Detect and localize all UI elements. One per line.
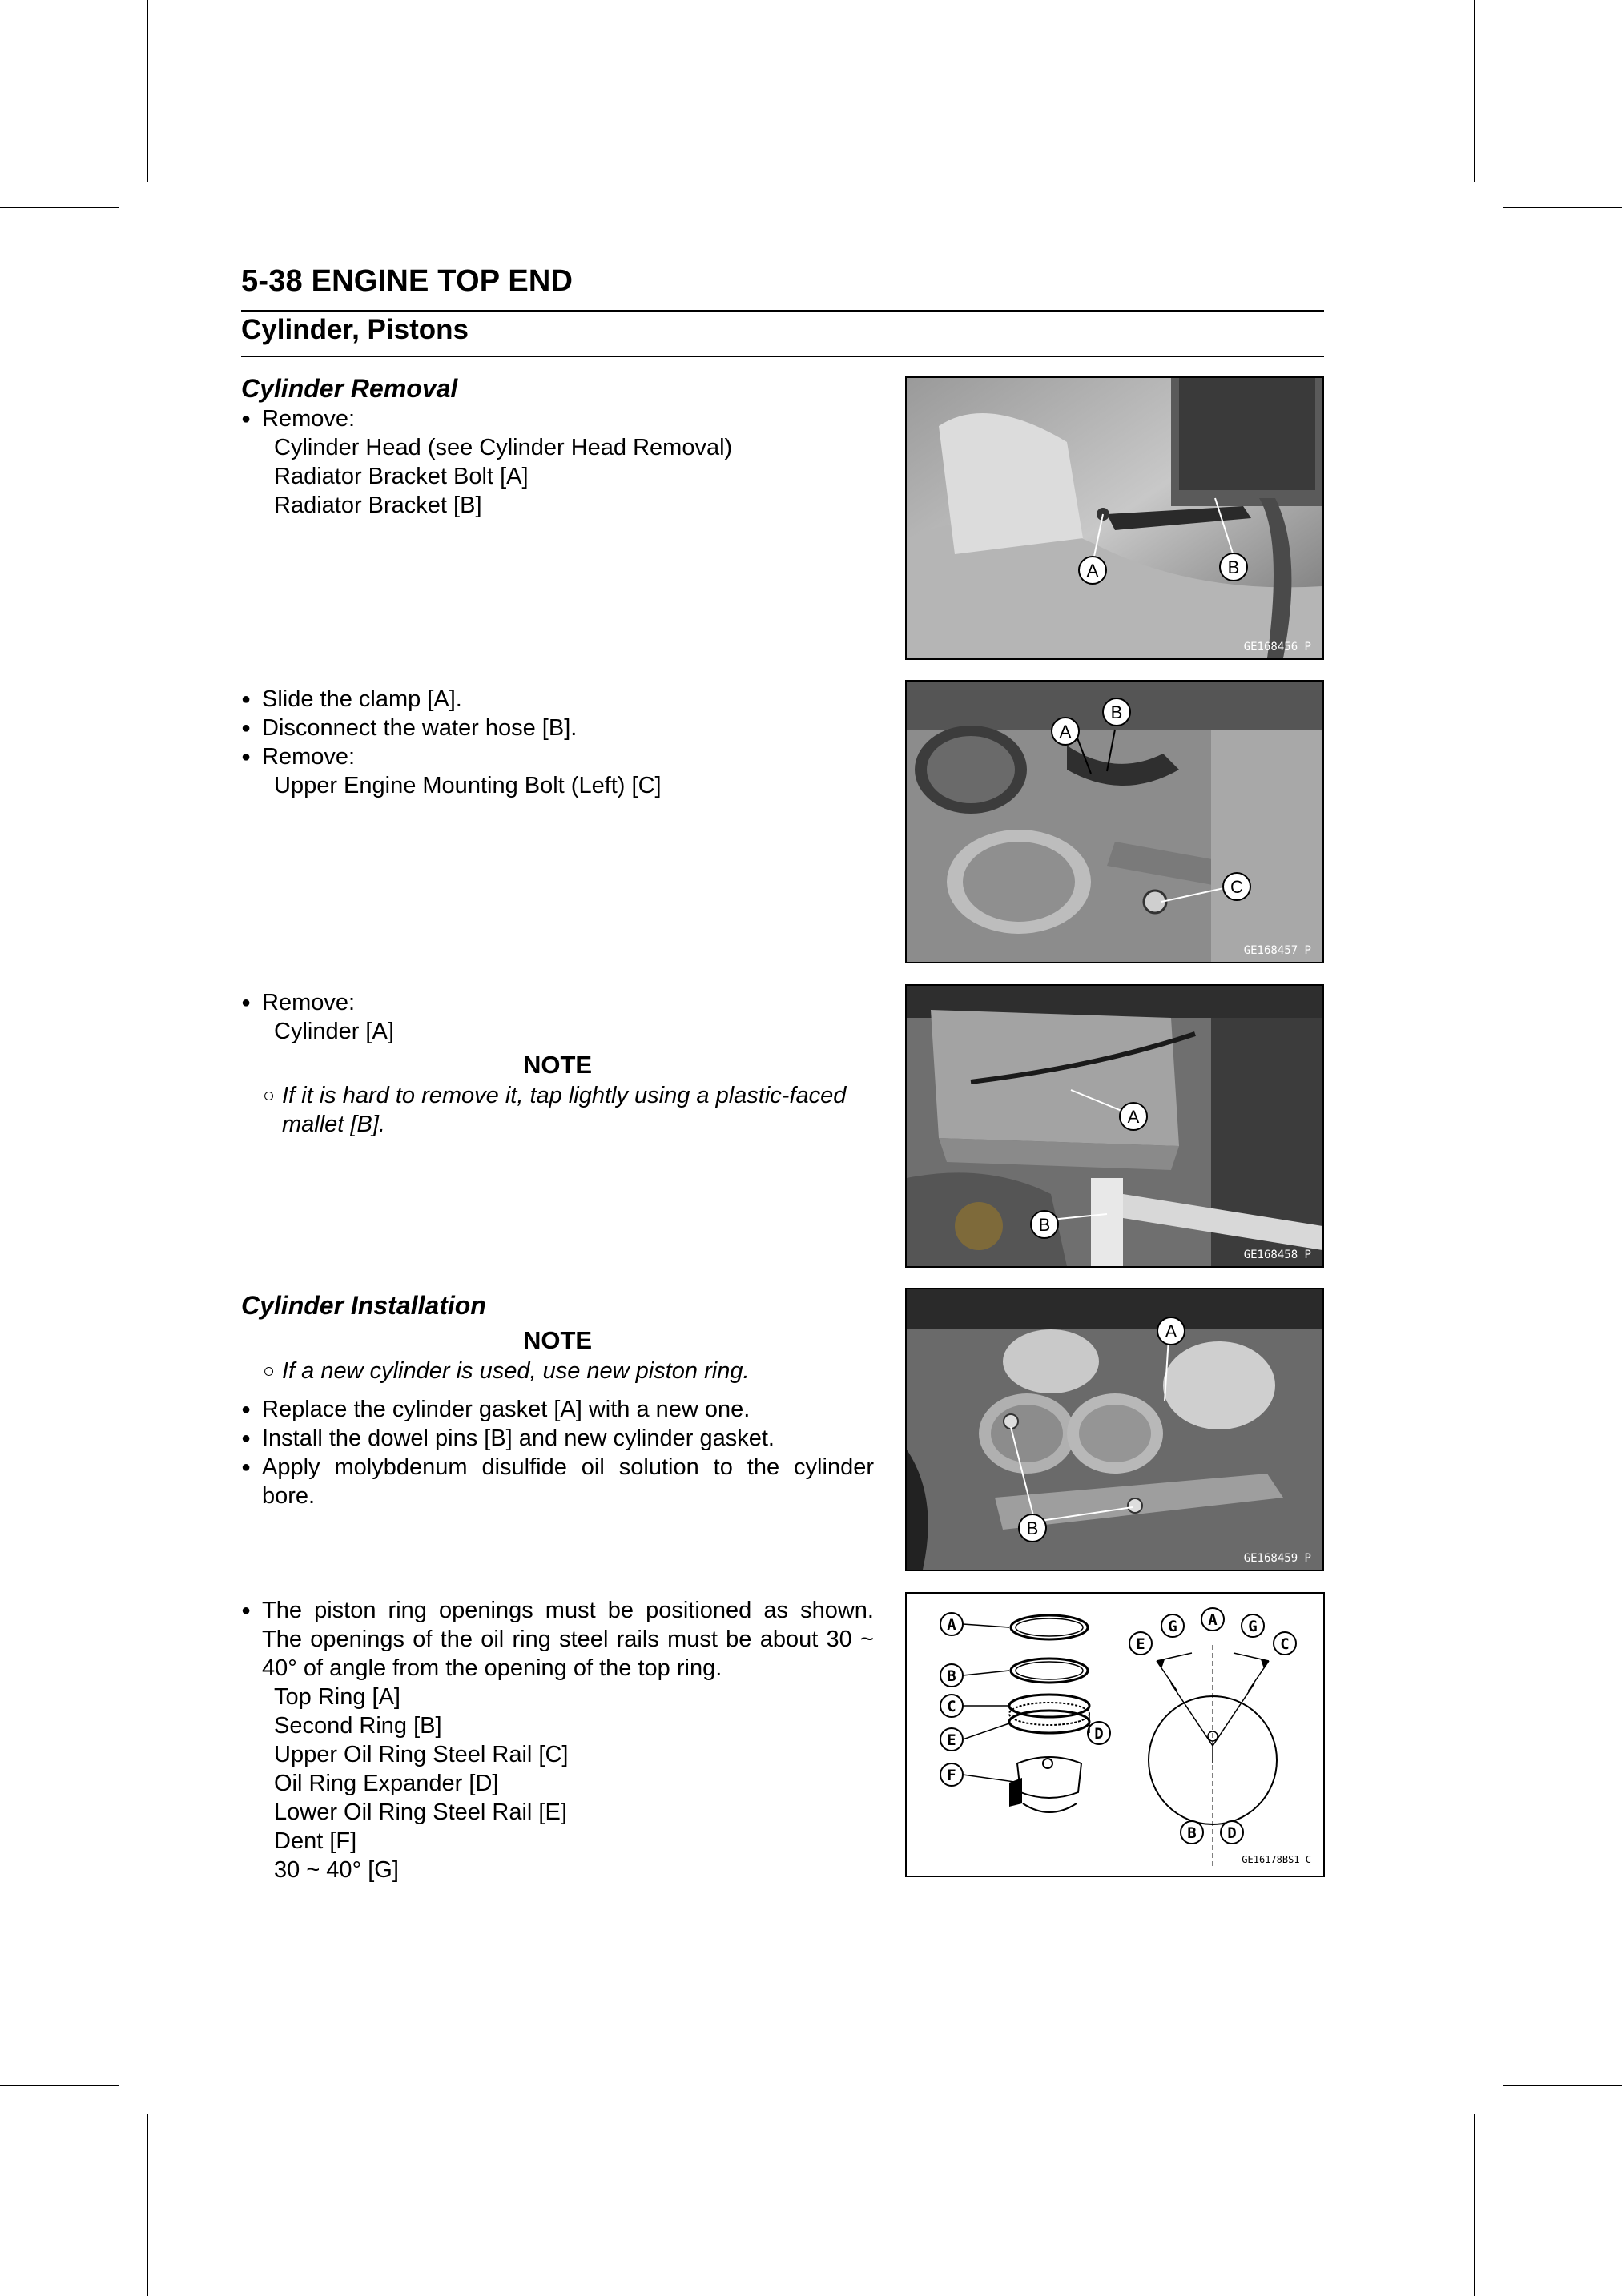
list-item: Lower Oil Ring Steel Rail [E] [274, 1799, 567, 1825]
crop-mark [147, 2114, 148, 2296]
installation-steps [241, 1289, 874, 1510]
diagram-label: G [1168, 1618, 1177, 1635]
crop-mark [1503, 2085, 1622, 2086]
figure-caption: GE168458 P [1243, 1249, 1311, 1261]
list-item: Dent [F] [274, 1828, 357, 1854]
bullet-slide-clamp: ● Slide the clamp [A]. [241, 685, 874, 714]
diagram-label: A [1208, 1611, 1218, 1629]
note-text: ○ If a new cylinder is used, use new piston ring. [241, 1357, 874, 1385]
note-text: ○ If it is hard to remove it, tap lightly using a plastic-faced mallet [B]. [241, 1081, 874, 1139]
diagram-label: D [1227, 1824, 1237, 1842]
diagram-label: C [1280, 1635, 1290, 1653]
diagram-label: E [947, 1731, 956, 1749]
list-item: Upper Oil Ring Steel Rail [C] [274, 1742, 569, 1767]
diagram-label: B [1187, 1824, 1197, 1842]
crop-mark [1474, 2114, 1475, 2296]
piston-ring-diagram [905, 1592, 1325, 1877]
diagram-label: F [947, 1767, 956, 1784]
note-heading: NOTE [522, 1051, 593, 1079]
note-heading: NOTE [522, 1326, 593, 1354]
photo-radiator-bracket [905, 376, 1324, 660]
bullet-apply-oil: ● Apply molybdenum disulfide oil solution to the cylinder bore. [241, 1453, 874, 1510]
callout-label: A [1127, 1107, 1140, 1127]
callout-label: C [1230, 877, 1243, 897]
photo-cylinder-gasket [905, 1288, 1324, 1571]
list-item: Second Ring [B] [274, 1713, 442, 1739]
page-header-title: 5-38 ENGINE TOP END [241, 264, 574, 298]
list-item: 30 ~ 40° [G] [274, 1857, 399, 1883]
crop-mark [1503, 207, 1622, 208]
callout-label: B [1026, 1518, 1039, 1538]
figure-caption: GE16178BS1 C [1242, 1854, 1311, 1865]
diagram-label: D [1094, 1725, 1104, 1743]
bullet-remove: ● Remove: [241, 742, 874, 771]
diagram-label: A [947, 1616, 956, 1634]
diagram-label: E [1136, 1635, 1145, 1653]
list-item: Cylinder Head (see Cylinder Head Removal) [274, 435, 733, 460]
list-item: Top Ring [A] [274, 1684, 400, 1710]
crop-mark [1474, 0, 1475, 182]
removal-step-3 [241, 988, 874, 1139]
bullet-ring-openings: ● The piston ring openings must be positioned as shown. The openings of the oil ring steel rails must be about 30 ~ 40° of angle from the opening of the top ring. [241, 1596, 874, 1683]
list-item: Radiator Bracket Bolt [A] [274, 464, 529, 489]
list-item: Cylinder [A] [274, 1019, 394, 1044]
callout-label: B [1227, 557, 1240, 577]
callout-label: B [1038, 1215, 1051, 1235]
callout-label: A [1165, 1321, 1177, 1341]
diagram-label: G [1248, 1618, 1258, 1635]
cylinder-removal-heading: Cylinder Removal [241, 374, 458, 403]
diagram-label: B [947, 1667, 956, 1685]
header-rule [241, 310, 1324, 312]
crop-mark [0, 2085, 119, 2086]
photo-water-hose [905, 680, 1324, 963]
callout-label: A [1059, 722, 1072, 742]
bullet-disconnect-hose: ● Disconnect the water hose [B]. [241, 714, 874, 742]
callout-label: A [1086, 561, 1099, 581]
bullet-remove: ● Remove: [241, 404, 874, 433]
bullet-remove: ● Remove: [241, 988, 874, 1017]
list-item: Oil Ring Expander [D] [274, 1771, 499, 1796]
crop-mark [147, 0, 148, 182]
figure-caption: GE168457 P [1243, 944, 1311, 957]
photo-cylinder-removal [905, 984, 1324, 1268]
removal-step-2 [241, 685, 874, 800]
ring-positioning [241, 1596, 874, 1884]
callout-label: B [1110, 702, 1123, 722]
bullet-install-dowel: ● Install the dowel pins [B] and new cylinder gasket. [241, 1424, 874, 1453]
section-title: Cylinder, Pistons [241, 314, 469, 345]
list-item: Radiator Bracket [B] [274, 493, 482, 518]
crop-mark [0, 207, 119, 208]
figure-caption: GE168459 P [1243, 1552, 1311, 1565]
section-rule [241, 356, 1324, 357]
diagram-label: C [947, 1698, 956, 1715]
removal-step-1 [241, 372, 874, 520]
figure-caption: GE168456 P [1243, 641, 1311, 653]
bullet-replace-gasket: ● Replace the cylinder gasket [A] with a new one. [241, 1395, 874, 1424]
list-item: Upper Engine Mounting Bolt (Left) [C] [274, 773, 662, 798]
cylinder-installation-heading: Cylinder Installation [241, 1291, 486, 1320]
